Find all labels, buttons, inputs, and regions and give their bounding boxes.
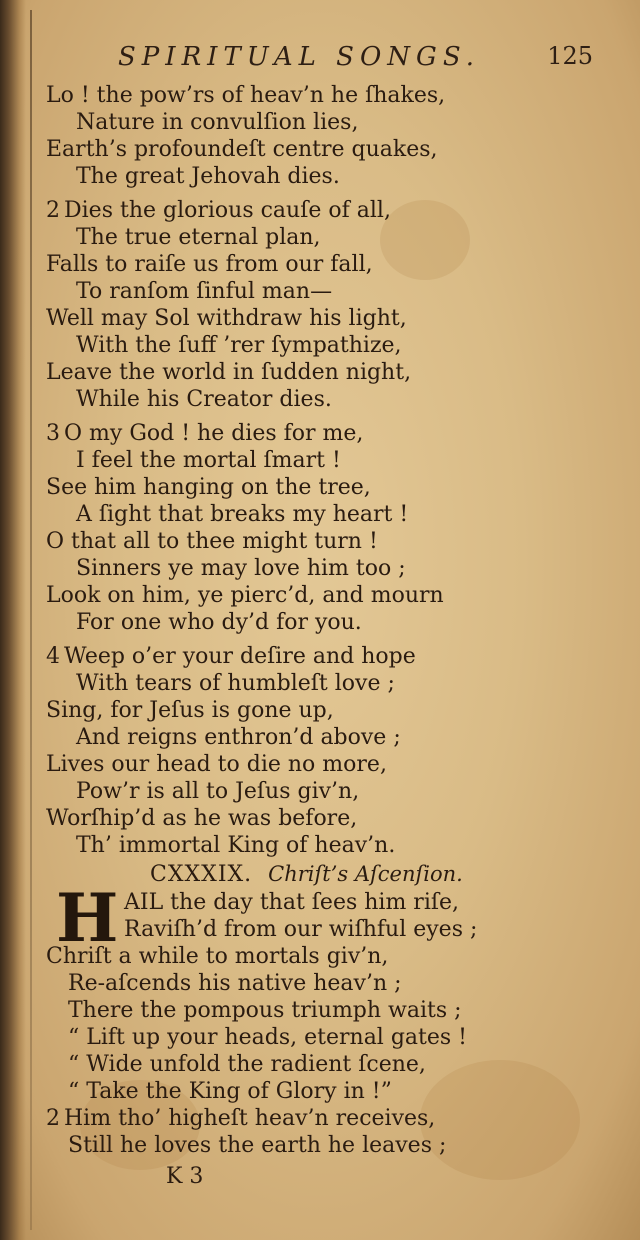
verse-number: 3 [46,421,60,446]
verse-line: Sinners ye may love him too ; [76,556,406,581]
verse-number: 4 [46,644,60,669]
verse-line: Pow’r is all to Jeſus giv’n, [76,779,360,804]
running-title: SPIRITUAL SONGS. [118,42,480,72]
verse-line: 4 Weep o’er your deſire and hope [46,644,416,669]
verse-line: 3 O my God ! he dies for me, [46,421,364,446]
verse-line: While his Creator dies. [76,387,332,412]
verse-line: Sing, for Jeſus is gone up, [46,698,334,723]
page-header [118,42,593,82]
verse-line: “ Wide unfold the radient ſcene, [68,1052,426,1077]
verse-line: Leave the world in ſudden night, [46,360,412,385]
verse-line: Chriſt a while to mortals giv’n, [46,944,389,969]
verse-line: 2 Dies the glorious cauſe of all, [46,198,391,223]
verse-number: 2 [46,198,60,223]
page-number: 125 [547,42,593,70]
verse-line: “ Lift up your heads, eternal gates ! [68,1025,468,1050]
verse-line: The true eternal plan, [76,225,321,250]
verse-line: See him hanging on the tree, [46,475,371,500]
hymn-text [46,82,606,1159]
verse-line: Earth’s profoundeſt centre quakes, [46,137,438,162]
verse-line: 2 Him tho’ higheſt heav’n receives, [46,1106,436,1131]
verse-line: And reigns enthron’d above ; [76,725,401,750]
verse-line: “ Take the King of Glory in !” [68,1079,392,1104]
verse-line: A ſight that breaks my heart ! [76,502,409,527]
verse-line: Look on him, ye pierc’d, and mourn [46,583,444,608]
gutter-line [30,10,32,1230]
verse-line: Lo ! the pow’rs of heav’n he ſhakes, [46,83,446,108]
hymn-number: CXXXIX. [150,862,253,887]
verse-line: AIL the day that ſees him riſe, [124,890,460,915]
hymn-title [46,859,606,889]
verse-number: 2 [46,1106,60,1131]
verse-line: O that all to thee might turn ! [46,529,378,554]
book-spine [0,0,26,1240]
verse-line: Falls to raiſe us from our fall, [46,252,373,277]
verse-line: Lives our head to die no more, [46,752,387,777]
drop-cap: H [56,879,119,957]
verse-line: With tears of humbleſt love ; [76,671,395,696]
hymn-subtitle: Chriſt’s Aſcenſion. [268,862,463,886]
verse-line: Nature in convulſion lies, [76,110,359,135]
verse-line: There the pompous triumph waits ; [68,998,462,1023]
verse-line: Raviſh’d from our wiſhful eyes ; [124,917,478,942]
verse-line: Worſhip’d as he was before, [46,806,358,831]
signature-mark: K 3 [166,1164,204,1189]
verse-line: With the ſuff ’rer ſympathize, [76,333,402,358]
verse-line: For one who dy’d for you. [76,610,362,635]
verse-line: Still he loves the earth he leaves ; [68,1133,447,1158]
verse-line: To ranſom ſinful man— [76,279,333,304]
verse-line: Re-aſcends his native heav’n ; [68,971,402,996]
verse-line: I feel the mortal ſmart ! [76,448,341,473]
verse-line: Well may Sol withdraw his light, [46,306,407,331]
verse-line: The great Jehovah dies. [76,164,340,189]
verse-line: Th’ immortal King of heav’n. [76,833,396,858]
